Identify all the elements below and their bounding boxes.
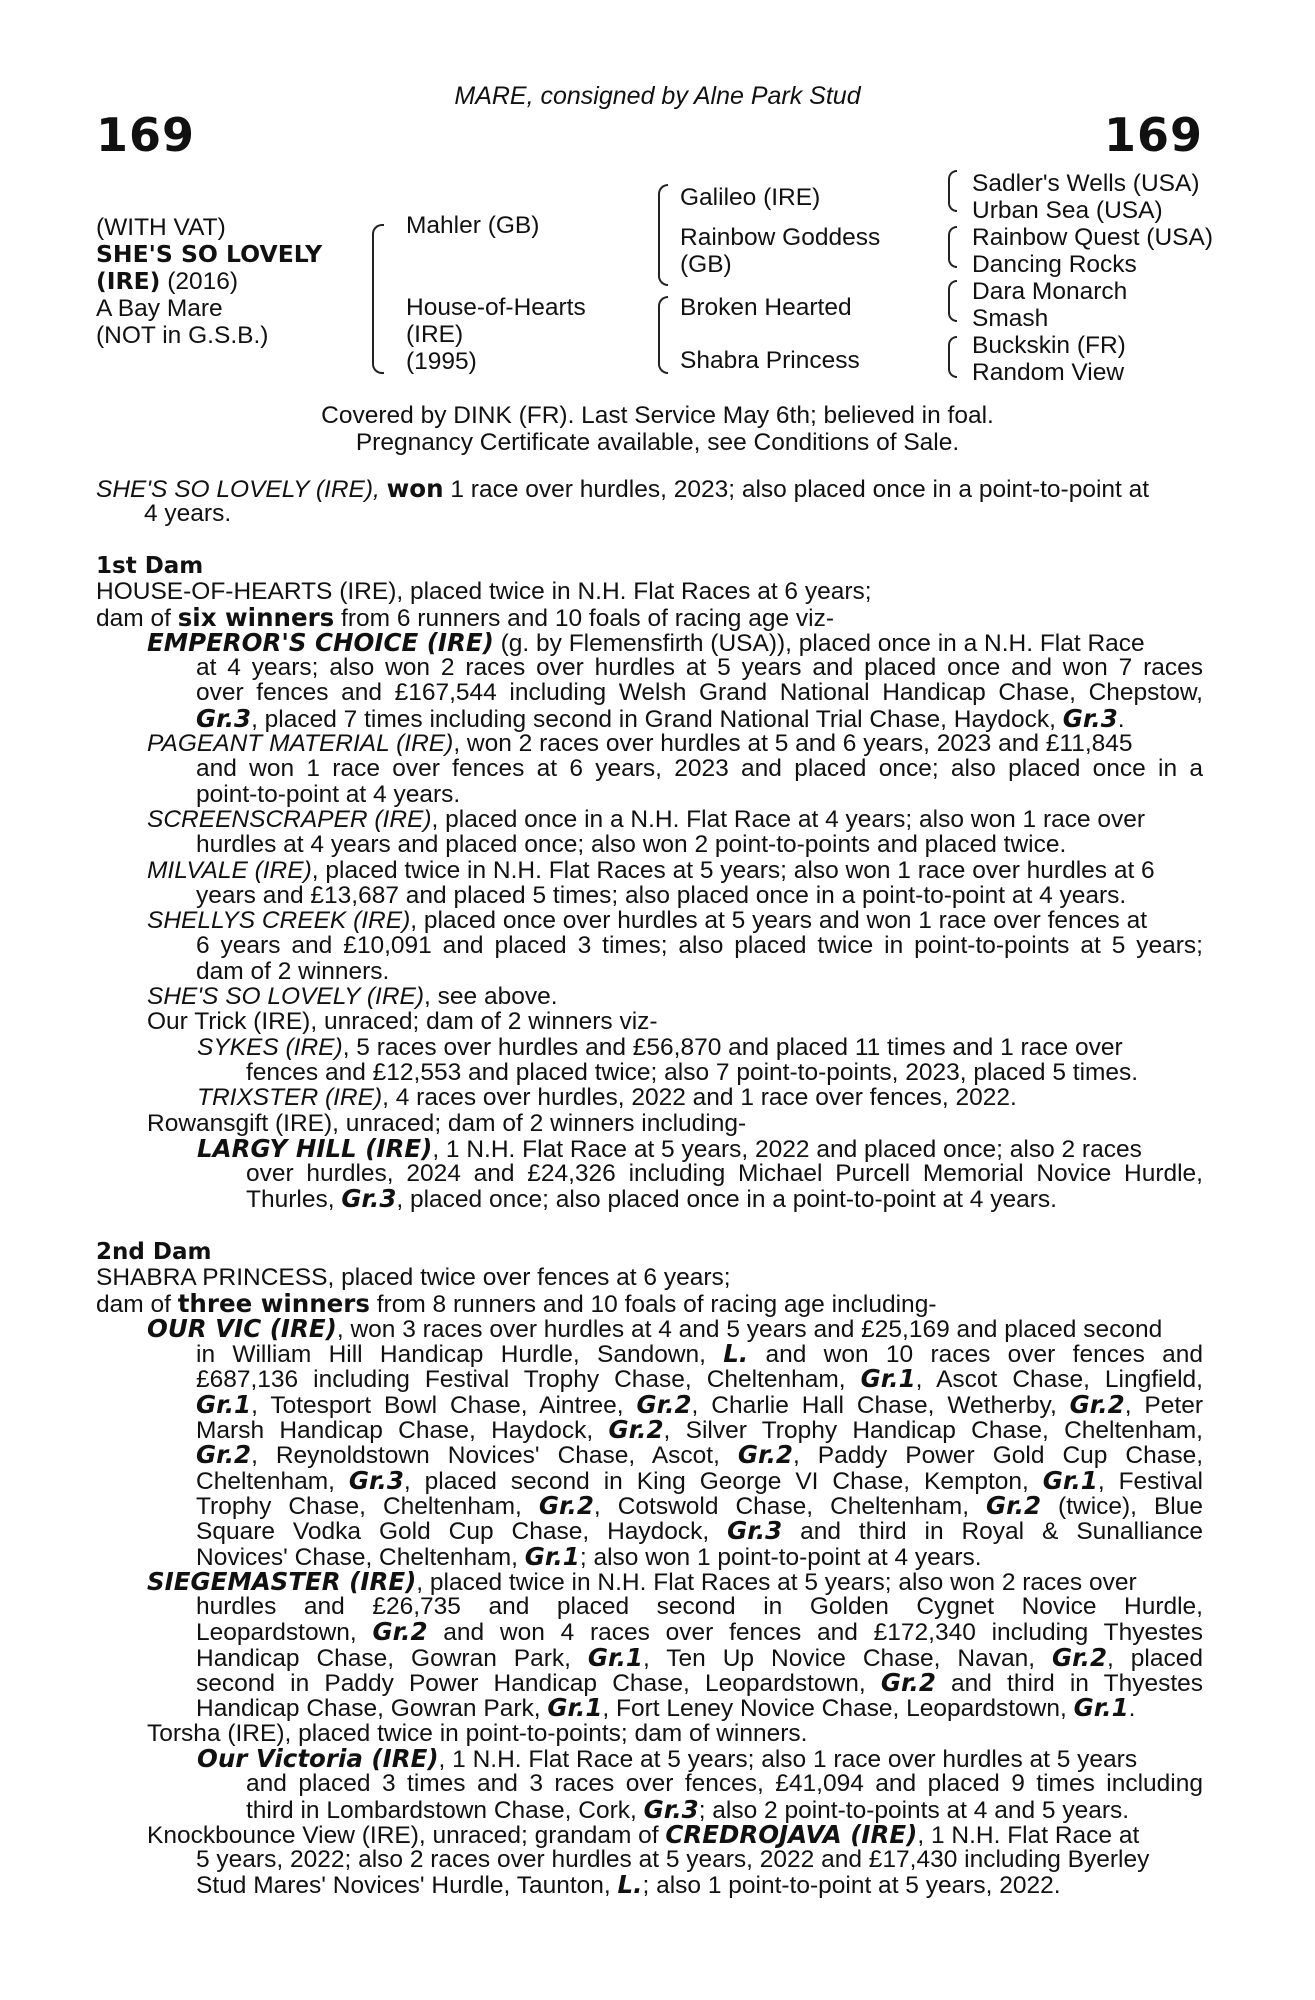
victoria-name: Our Victoria (IRE) xyxy=(197,1743,439,1773)
grandprogeny-our-victoria: Our Victoria (IRE), 1 N.H. Flat Race at 5 years; also 1 race over hurdles at 5 years and placed 3 times and 3 races over fences, £41,094 and placed 9 times including third in Lombardstown Chase, Cork, Gr.3; also 2 point-to-points at 4 and 5 years. xyxy=(197,1743,1203,1824)
first-dam-title: 1st Dam xyxy=(96,553,204,579)
pedigree-bracket-sire xyxy=(658,184,668,286)
horse-identity xyxy=(96,214,322,349)
dam xyxy=(406,294,586,375)
g3-a: Dara Monarch xyxy=(972,278,1128,305)
first-dam-line-1: HOUSE-OF-HEARTS (IRE), placed twice in N.H. Flat Races at 6 years; xyxy=(96,578,872,606)
cover-line-1: Covered by DINK (FR). Last Service May 6th; believed in foal. xyxy=(321,402,994,429)
progeny-siegemaster: SIEGEMASTER (IRE), placed twice in N.H. Flat Races at 5 years; also won 2 races over hurdles and £26,735 and placed second in Golden Cygnet Novice Hurdle, Leopardstown, Gr.2 and won 4 races over fences and £172,340 including Thyestes Handicap Chase, Gowran Park, Gr.1, Ten Up Novice Chase, Navan, Gr.2, placed second in Paddy Power Handicap Chase, Leopardstown, Gr.2 and third in Thyestes Handicap Chase, Gowran Park, Gr.1, Fort Leney Novice Chase, Leopardstown, Gr.1. xyxy=(147,1566,1204,1723)
pedigree-bracket-g2 xyxy=(948,226,957,268)
grandparents-g3 xyxy=(972,278,1127,332)
first-dam-section xyxy=(96,554,1203,1212)
emperor-name: EMPEROR'S CHOICE (IRE) xyxy=(147,627,494,657)
dam-sire: Broken Hearted xyxy=(680,294,852,321)
trixster-name: TRIXSTER (IRE) xyxy=(197,1084,383,1112)
dam-line-3: (1995) xyxy=(406,348,477,375)
sire-dam xyxy=(680,224,880,278)
intro-text-2: 4 years. xyxy=(144,500,232,528)
intro-won: won xyxy=(386,474,444,503)
pedigree-bracket-g4 xyxy=(948,336,957,378)
second-dam-line-2: dam of three winners from 8 runners and 10 foals of racing age including- xyxy=(96,1288,937,1318)
second-dam-winners: three winners xyxy=(177,1288,370,1318)
g4-b: Random View xyxy=(972,359,1125,386)
milvale-name: MILVALE (IRE) xyxy=(147,856,312,884)
ourvic-name: OUR VIC (IRE) xyxy=(147,1313,337,1343)
progeny-pageant-material: PAGEANT MATERIAL (IRE), won 2 races over hurdles at 5 and 6 years, 2023 and £11,845 and won 1 race over fences at 6 years, 2023 and placed once; also placed once in a point-to-point at 4 years. xyxy=(147,730,1203,808)
horse-register: (NOT in G.S.B.) xyxy=(96,322,269,349)
g2-b: Dancing Rocks xyxy=(972,251,1137,278)
sire: Mahler (GB) xyxy=(406,212,540,239)
horse-description: A Bay Mare xyxy=(96,295,223,322)
g2-a: Rainbow Quest (USA) xyxy=(972,224,1214,251)
cover-line-2: Pregnancy Certificate available, see Conditions of Sale. xyxy=(355,429,960,456)
dam-line-2: (IRE) xyxy=(406,321,464,348)
sykes-name: SYKES (IRE) xyxy=(197,1033,343,1061)
cover-note xyxy=(0,402,1315,456)
sire-dam-line-2: (GB) xyxy=(680,251,732,278)
g1-a: Sadler's Wells (USA) xyxy=(972,170,1200,197)
grandprogeny-trixster: TRIXSTER (IRE), 4 races over hurdles, 2022 and 1 race over fences, 2022. xyxy=(197,1084,1017,1112)
horse-name: SHE'S SO LOVELY xyxy=(96,240,323,268)
progeny-our-vic: OUR VIC (IRE), won 3 races over hurdles at 4 and 5 years and £25,169 and placed second in William Hill Handicap Hurdle, Sandown, L. and won 10 races over fences and £687,136 including Festival Trophy Chase, Cheltenham, Gr.1, Ascot Chase, Lingfield, Gr.1, Totesport Bowl Chase, Aintree, Gr.2, Charlie Hall Chase, Wetherby, Gr.2, Peter Marsh Handicap Chase, Haydock, Gr.2, Silver Trophy Handicap Chase, Cheltenham, Gr.2, Reynoldstown Novices' Chase, Ascot, Gr.2, Paddy Power Gold Cup Chase, Cheltenham, Gr.3, placed second in King George VI Chase, Kempton, Gr.1, Festival Trophy Chase, Cheltenham, Gr.2, Cotswold Chase, Cheltenham, Gr.2 (twice), Blue Square Vodka Gold Cup Chase, Haydock, Gr.3 and third in Royal & Sunalliance Novices' Chase, Cheltenham, Gr.1; also won 1 point-to-point at 4 years. xyxy=(147,1313,1204,1571)
progeny-emperors-choice: EMPEROR'S CHOICE (IRE) (g. by Flemensfirth (USA)), placed once in a N.H. Flat Race at 4 years; also won 2 races over hurdles at 5 years and placed once and won 7 races over fences and £167,544 including Welsh Grand National Handicap Chase, Chepstow, Gr.3, placed 7 times including second in Grand National Trial Chase, Haydock, Gr.3. xyxy=(147,627,1203,733)
credrojava-name: CREDROJAVA (IRE) xyxy=(665,1819,918,1849)
siege-name: SIEGEMASTER (IRE) xyxy=(147,1566,417,1596)
g1-b: Urban Sea (USA) xyxy=(972,197,1163,224)
shes-name: SHE'S SO LOVELY (IRE) xyxy=(147,983,425,1011)
progeny-knockbounce-view: Knockbounce View (IRE), unraced; grandam of CREDROJAVA (IRE), 1 N.H. Flat Race at 5 years, 2022; also 2 races over hurdles at 5 years, 2022 and £17,430 including Byerley Stud Mares' Novices' Hurdle, Taunton, L.; also 1 point-to-point at 5 years, 2022. xyxy=(147,1819,1150,1900)
progeny-screenscraper: SCREENSCRAPER (IRE), placed once in a N.H. Flat Race at 4 years; also won 1 race over hurdles at 4 years and placed once; also won 2 point-to-points and placed twice. xyxy=(147,805,1146,859)
grandparents-g2 xyxy=(972,224,1213,278)
grandprogeny-sykes: SYKES (IRE), 5 races over hurdles and £56,870 and placed 11 times and 1 race over fences and £12,553 and placed twice; also 7 point-to-points, 2023, placed 5 times. xyxy=(197,1033,1139,1086)
consignment-heading: MARE, consigned by Alne Park Stud xyxy=(454,82,861,110)
grandprogeny-largy-hill: LARGY HILL (IRE), 1 N.H. Flat Race at 5 years, 2022 and placed once; also 2 races over hurdles, 2024 and £24,326 including Michael Purcell Memorial Novice Hurdle, Thurles, Gr.3, placed once; also placed once in a point-to-point at 4 years. xyxy=(197,1133,1203,1214)
first-dam-line-2: dam of six winners from 6 runners and 10 foals of racing age viz- xyxy=(96,602,835,632)
dam-dam: Shabra Princess xyxy=(680,347,860,374)
progeny-shes-so-lovely: SHE'S SO LOVELY (IRE), see above. xyxy=(147,983,558,1011)
horse-year: (2016) xyxy=(167,268,239,295)
progeny-shellys-creek: SHELLYS CREEK (IRE), placed once over hurdles at 5 years and won 1 race over fences at 6 years and £10,091 and placed 3 times; also placed twice in point-to-points at 5 years; dam of 2 winners. xyxy=(147,907,1203,985)
largy-name: LARGY HILL (IRE) xyxy=(197,1133,433,1163)
second-dam-section xyxy=(96,1240,1203,1898)
progeny-torsha: Torsha (IRE), placed twice in point-to-points; dam of winners. xyxy=(147,1719,808,1747)
intro-paragraph xyxy=(96,476,1203,527)
progeny-milvale: MILVALE (IRE), placed twice in N.H. Flat Races at 5 years; also won 1 race over hurdles at 6 years and £13,687 and placed 5 times; also placed once in a point-to-point at 4 years. xyxy=(147,856,1155,909)
first-dam-winners: six winners xyxy=(177,602,335,632)
lot-number-left: 169 xyxy=(96,108,196,162)
g3-b: Smash xyxy=(972,305,1049,332)
intro-name: SHE'S SO LOVELY (IRE), xyxy=(96,476,380,503)
progeny-rowansgift: Rowansgift (IRE), unraced; dam of 2 winners including- xyxy=(147,1109,747,1137)
pedigree-bracket-dam xyxy=(658,296,668,374)
grandparents-g1 xyxy=(972,170,1200,224)
pedigree-bracket-g1 xyxy=(948,170,957,212)
sire-dam-line-1: Rainbow Goddess xyxy=(680,224,881,251)
vat-label: (WITH VAT) xyxy=(96,214,226,241)
pageant-name: PAGEANT MATERIAL (IRE) xyxy=(147,730,454,758)
shellys-name: SHELLYS CREEK (IRE) xyxy=(147,907,411,935)
second-dam-title: 2nd Dam xyxy=(96,1239,212,1265)
intro-text-1: 1 race over hurdles, 2023; also placed once in a point-to-point at xyxy=(443,476,1150,503)
screenscraper-name: SCREENSCRAPER (IRE) xyxy=(147,805,432,833)
pedigree-bracket-main xyxy=(372,224,384,374)
progeny-our-trick: Our Trick (IRE), unraced; dam of 2 winners viz- xyxy=(147,1008,658,1036)
dam-line-1: House-of-Hearts xyxy=(406,294,586,321)
sire-sire: Galileo (IRE) xyxy=(680,184,821,211)
grandparents-g4 xyxy=(972,332,1126,386)
g4-a: Buckskin (FR) xyxy=(972,332,1126,359)
lot-number-right: 169 xyxy=(1103,108,1203,162)
second-dam-line-1: SHABRA PRINCESS, placed twice over fences at 6 years; xyxy=(96,1264,731,1292)
horse-suffix: (IRE) xyxy=(96,267,161,295)
pedigree-bracket-g3 xyxy=(948,280,957,322)
